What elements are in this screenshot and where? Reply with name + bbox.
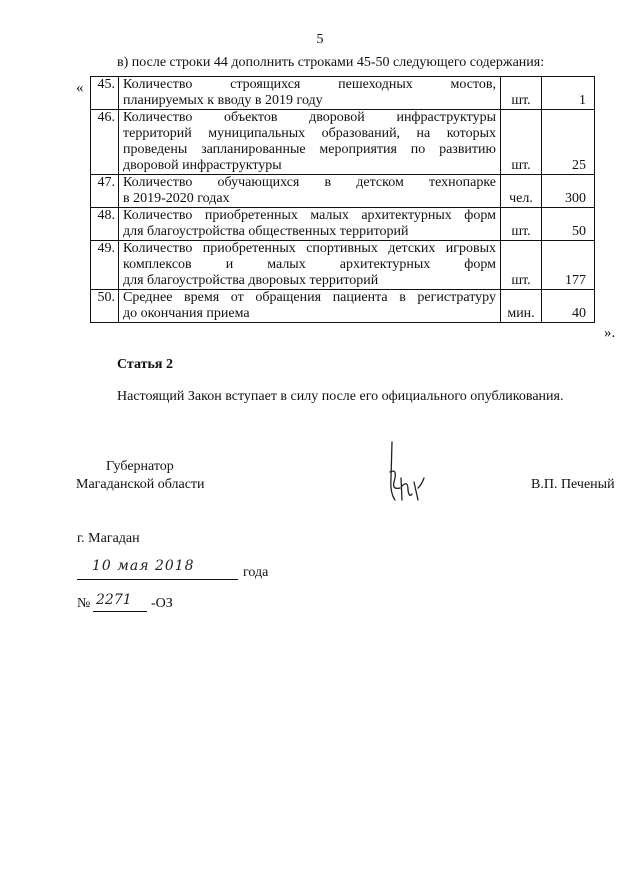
- row-description: [119, 175, 501, 208]
- row-number: 46.: [91, 110, 119, 175]
- row-number: 49.: [91, 241, 119, 290]
- description-line: территорий муниципальных образований, на которых: [123, 126, 496, 141]
- governor-name: В.П. Печеный: [531, 477, 615, 492]
- row-description: [119, 290, 501, 323]
- description-line: Количество приобретенных спортивных детских игровых: [123, 241, 496, 256]
- description-line: Количество обучающихся в детском технопарке: [123, 175, 496, 190]
- table-row: [91, 208, 595, 241]
- description-line: Количество строящихся пешеходных мостов,: [123, 77, 496, 92]
- table-row: [91, 175, 595, 208]
- governor-region: Магаданской области: [76, 477, 205, 492]
- description-line: планируемых к вводу в 2019 году: [123, 93, 323, 108]
- indicators-table: [90, 76, 595, 323]
- law-number-handwritten: 2271: [96, 592, 132, 608]
- description-line: Среднее время от обращения пациента в регистратуру: [123, 290, 496, 305]
- table-row: [91, 290, 595, 323]
- row-number: 48.: [91, 208, 119, 241]
- article-heading: Статья 2: [117, 357, 173, 372]
- date-handwritten: 10 мая 2018: [92, 558, 195, 574]
- row-value: 177: [542, 241, 595, 290]
- row-value: 25: [542, 110, 595, 175]
- table-row: [91, 77, 595, 110]
- description-line: дворовой инфраструктуры: [123, 158, 282, 173]
- row-value: 300: [542, 175, 595, 208]
- table-row: [91, 110, 595, 175]
- governor-title: Губернатор: [106, 459, 174, 474]
- row-unit: шт.: [501, 241, 542, 290]
- row-unit: шт.: [501, 110, 542, 175]
- description-line: для благоустройства общественных территорий: [123, 224, 409, 239]
- row-value: 50: [542, 208, 595, 241]
- description-line: комплексов и малых архитектурных форм: [123, 257, 496, 272]
- opening-quote: «: [76, 80, 84, 96]
- row-description: [119, 241, 501, 290]
- description-line: Количество приобретенных малых архитектурных форм: [123, 208, 496, 223]
- row-unit: шт.: [501, 77, 542, 110]
- closing-quote: ».: [604, 325, 616, 341]
- description-line: в 2019-2020 годах: [123, 191, 230, 206]
- row-description: [119, 110, 501, 175]
- row-value: 1: [542, 77, 595, 110]
- article-text: Настоящий Закон вступает в силу после его официального опубликования.: [117, 389, 564, 404]
- row-number: 50.: [91, 290, 119, 323]
- description-line: для благоустройства дворовых территорий: [123, 273, 379, 288]
- row-number: 47.: [91, 175, 119, 208]
- row-value: 40: [542, 290, 595, 323]
- row-unit: чел.: [501, 175, 542, 208]
- governor-signature: [378, 438, 438, 510]
- city: г. Магадан: [77, 531, 140, 546]
- law-number-suffix: -ОЗ: [151, 596, 173, 611]
- row-description: [119, 208, 501, 241]
- row-description: [119, 77, 501, 110]
- table-row: [91, 241, 595, 290]
- page-number: 5: [316, 32, 324, 47]
- row-unit: шт.: [501, 208, 542, 241]
- description-line: до окончания приема: [123, 306, 250, 321]
- row-unit: мин.: [501, 290, 542, 323]
- description-line: проведены запланированные мероприятия по развитию: [123, 142, 496, 157]
- row-number: 45.: [91, 77, 119, 110]
- law-number-prefix: №: [77, 596, 91, 611]
- amendment-intro: в) после строки 44 дополнить строками 45-50 следующего содержания:: [117, 55, 545, 70]
- date-suffix: года: [243, 565, 269, 580]
- description-line: Количество объектов дворовой инфраструктуры: [123, 110, 496, 125]
